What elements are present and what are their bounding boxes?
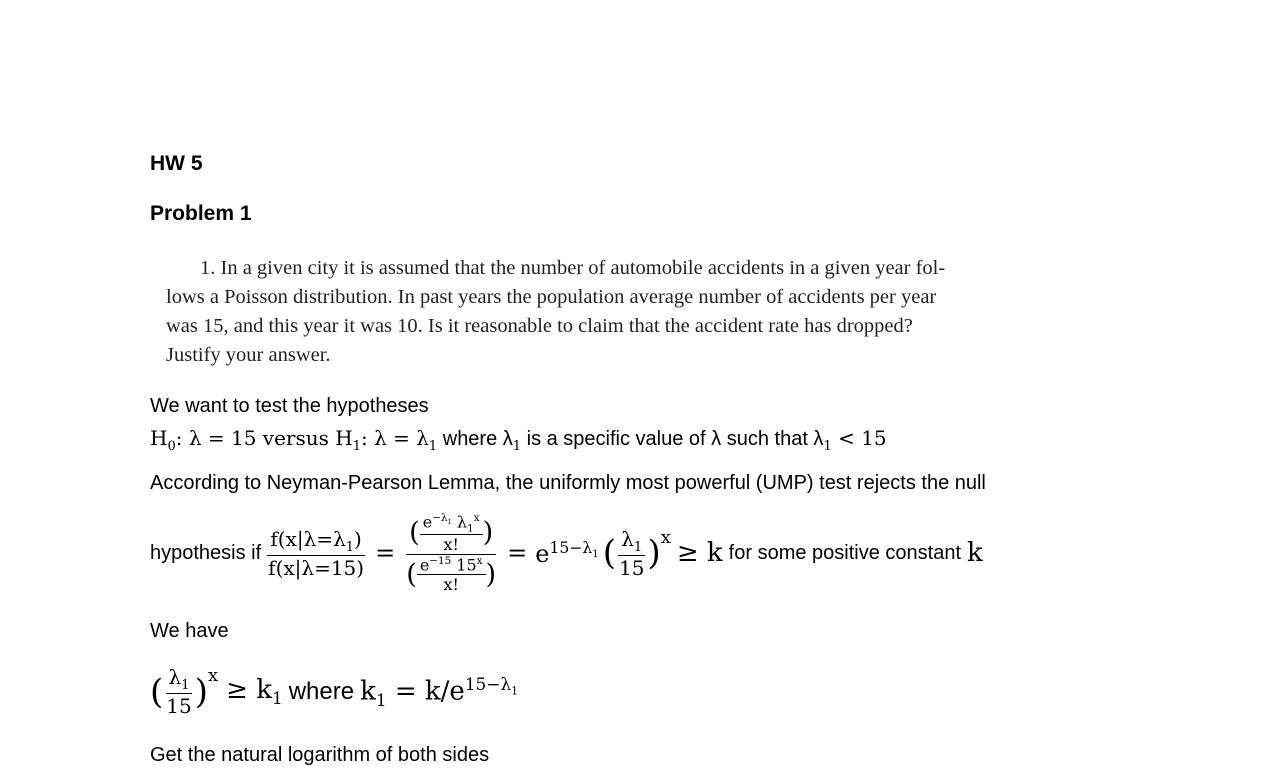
poisson-ratio-fraction: ( $\frac{e^{-\lambda_1} \lambda_1^x}{x!}$ ) ( $\frac{e^{-15} 15^x}{x!}$ ) xyxy=(406,511,497,595)
likelihood-ratio-line: hypothesis if $\frac{f(x|\lambda=\lambda_1)}{f(x|\lambda=15)}$ = ( $\frac{e^{-\lambda_1} \lambda_1^x}{x!}$ ) ( $\frac{e^{-15} 15^x}{x!}$ ) = $e^{15-\lambda_1}$ ( $\frac{\lambda_1}{15}$ ) x ≥ k for some positive constant k xyxy=(150,511,983,595)
hypotheses-line: $H_0$: λ = 15 versus $H_1$: $\lambda = \lambda_1$ where $\lambda_1$ is a specific value of λ such that $\lambda_1 < 15$ xyxy=(150,426,887,454)
neyman-pearson-text: According to Neyman-Pearson Lemma, the uniformly most powerful (UMP) test rejects the null xyxy=(150,472,986,494)
problem-line-4: Justify your answer. xyxy=(166,344,331,366)
k1-inequality-line: ( $\frac{\lambda_1}{15}$ ) x ≥ $k_1$ where $k_1 = k/e^{15-\lambda_1}$ xyxy=(150,665,519,718)
likelihood-ratio-fraction: $\frac{f(x|\lambda=\lambda_1)}{f(x|\lambda=15)}$ xyxy=(268,526,365,580)
problem-line-3: was 15, and this year it was 10. Is it reasonable to claim that the accident rate has dropped? xyxy=(166,315,913,337)
hypotheses-intro: We want to test the hypotheses xyxy=(150,395,429,417)
page-title: HW 5 xyxy=(150,152,203,175)
problem-line-1: 1. In a given city it is assumed that the number of automobile accidents in a given year fol- xyxy=(200,257,946,279)
problem-heading: Problem 1 xyxy=(150,202,252,225)
problem-line-2: lows a Poisson distribution. In past years the population average number of accidents per year xyxy=(166,286,937,308)
we-have-text: We have xyxy=(150,620,229,642)
natural-log-text: Get the natural logarithm of both sides xyxy=(150,744,490,766)
problem-statement xyxy=(166,254,1113,370)
